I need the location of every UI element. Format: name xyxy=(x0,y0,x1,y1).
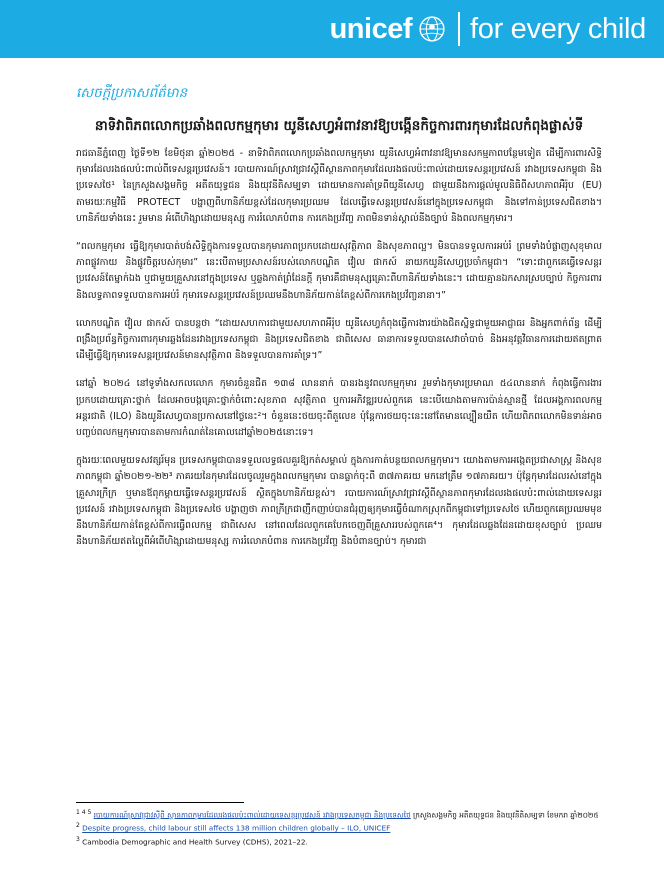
footnote-mark: 1 4 5 xyxy=(76,809,92,816)
tagline: for every child xyxy=(469,12,646,45)
header-divider xyxy=(458,12,460,46)
press-release-label: សេចក្ដីប្រកាសព័ត៌មាន xyxy=(76,85,188,101)
footnote-link[interactable]: Despite progress, child labour still affects 138 million children globally – ILO, UNICEF xyxy=(82,823,391,833)
footnote-mark: 2 xyxy=(76,822,80,830)
header-banner xyxy=(0,0,664,58)
footnotes xyxy=(76,802,602,847)
footnote-mark: 3 xyxy=(76,835,80,843)
paragraph: “ពលកម្មកុមារ ធ្វើឱ្យកុមារបាត់បង់សិទ្ធិក្នុងការទទួលបានកុមារភាពប្រកបដោយសុវត្ថិភាព និងសុខភាពល្អ។ មិនបានទទួលការអប់រំ ព្រមទាំងបំផ្លាញសុខុមាលភាពផ្លូវកាយ និងផ្លូវចិត្តរបស់កុមារ” នេះបើតាមប្រសាសន៍របស់លោកបណ្ឌិត វ៉ៀល ផាកស៍ នាយកយូនីសេហ្វប្រចាំកម្ពុជា។ “ទោះជាពួកគេធ្វើទេសន្តរប្រវេសន៍តែម្នាក់ឯង ឬជាមួយគ្រួសារនៅក្នុងប្រទេស ឬឆ្លងកាត់ព្រំដែនក្ដី កុមារគឺជាមនុស្សគ្រោះពីហានិភ័យទាំងនេះ។ ដោយគ្មានឯកសារស្របច្បាប់ កិច្ចការពារ និងលទ្ធភាពទទួលបានការអប់រំ កុមារទេសន្តរប្រវេសន៍ប្រឈមនឹងហានិភ័យកាន់តែខ្ពស់ពីការកេងប្រវ័ញ្ចនានា។” xyxy=(76,241,602,301)
document-title: នាទិវាពិភពលោកប្រឆាំងពលកម្មកុមារ យូនីសេហ្វអំពាវនាវឱ្យបង្កើនកិច្ចការពារកុមារដែលកំពុងផ្លាស់ទី xyxy=(94,118,584,134)
paragraph: រាជធានីភ្នំពេញ ថ្ងៃទី១២ ខែមិថុនា ឆ្នាំ២០២៥ - នាទិវាពិភពលោកប្រឆាំងពលកម្មកុមារ យូនីសេហ្វអំពាវនាវឱ្យមានសកម្មភាពបន្ថែមទៀត ដើម្បីការពារសិទ្ធិកុមារដែលរងផលប៉ះពាល់ពីទេសន្តរប្រវេសន៍។ របាយការណ៍ស្រាវជ្រាវស្ដីពីស្ថានភាពកុមារដែលរងផលប៉ះពាល់ដោយទេសន្តរប្រវេសន៍ រវាងប្រទេសកម្ពុជា និងប្រទេសថៃ¹ នៃក្រសួងសង្គមកិច្ច អតីតយុទ្ធជន និងយុវនីតិសម្បទា ដោយមានការគាំទ្រពីយូនីសេហ្វ ជាមួយនឹងការផ្ដល់មូលនិធិពីសហភាពអឺរ៉ុប (EU) តាមរយៈកម្មវិធី PROTECT បង្ហាញពីហានិភ័យខ្ពស់ដែលកុមារប្រឈម ដែលធ្វើទេសន្តរប្រវេសន៍នៅក្នុងប្រទេសកម្ពុជា និងទៅកាន់ប្រទេសជិតខាង។ ហានិភ័យទាំងនេះ រួមមាន អំពើហិង្សាដោយមនុស្ស ការរំលោភបំពាន ការកេងប្រវ័ញ្ច ភាពមិនទាន់ស្គាល់នីងច្បាប់ និងពលកម្មកុមារ។ xyxy=(76,148,602,224)
footnote xyxy=(76,807,602,820)
footnote xyxy=(76,820,602,833)
unicef-logo-text: unicef xyxy=(329,12,412,45)
footnote-divider xyxy=(76,802,244,803)
paragraph: នៅឆ្នាំ ២០២៤ នៅទូទាំងសកលលោក កុមារចំនួនជិត ១៣៨ លាននាក់ បានរងនូវពលកម្មកុមារ រួមទាំងកុមារប្រមាណ ៥៤លាននាក់ កំពុងធ្វើការងារប្រកបដោយគ្រោះថ្នាក់ ដែលអាចបង្កគ្រោះថ្នាក់ចំពោះសុខភាព សុវត្ថិភាព ឬការអភិវឌ្ឍរបស់ពួកគេ នេះបើយោងតាមការប៉ាន់ស្មានថ្មី ដែលអង្គការពលកម្មអន្តរជាតិ (ILO) និងយូនីសេហ្វបានប្រកាសនៅថ្ងៃនេះ²។ ចំនួននេះថយចុះពីតួលេខ ប៉ុន្តែការថយចុះនេះនៅតែមានល្បឿនយឺត ហើយពិភពលោកមិនទាន់អាចបញ្ចប់ពលកម្មកុមារបានតាមការកំណត់នៃគោលដៅឆ្នាំ២០២៥នោះទេ។ xyxy=(76,378,602,439)
document-body xyxy=(76,66,602,562)
unicef-globe-icon xyxy=(418,15,446,43)
footnote xyxy=(76,834,602,847)
paragraph: លោកបណ្ឌិត វ៉ៀល ផាកស៍ បានបន្តថា “ដោយសហការជាមួយសហភាពអឺរ៉ុប យូនីសេហ្វកំពុងធ្វើការងារយ៉ាងជិតស្និទ្ធជាមួយអាជ្ញាធរ និងអ្នកពាក់ព័ន្ធ ដើម្បីពង្រឹងប្រព័ន្ធកិច្ចការពារកុមារឆ្លងដែនរវាងប្រទេសកម្ពុជា និងប្រទេសជិតខាង ជាពិសេស ធានាការទទួលបានសេវាចាំបាច់ និងអនុវត្តវិធានការដោយឥតព្រាត ដើម្បីធ្វើឱ្យកុមារទេសន្តរប្រវេសន៍មានសុវត្ថិភាព និងទទួលបានការគាំទ្រ។” xyxy=(76,317,602,362)
footnote-link[interactable]: របាយការណ៍ស្រាវជ្រាវស្ដីពី ស្ថានភាពកុមារដែលរងផលប៉ះពាល់ដោយទេសន្តរប្រវេសន៍ រវាងប្រទេសកម្ពុជា និងប្រទេសថៃ xyxy=(93,810,411,820)
footnote-text: Cambodia Demographic and Health Survey (CDHS), 2021–22. xyxy=(82,837,308,847)
footnote-text: ក្រសួងសង្គមកិច្ច អតីតយុទ្ធជន និងយុវនីតិសម្បទា ខែមករា ឆ្នាំ២០២៥ xyxy=(410,810,599,820)
paragraph: ក្នុងរយៈពេលមួយទសវត្សរ៍មុន ប្រទេសកម្ពុជាបានទទួលលទ្ធផលគួរឱ្យកត់សម្គាល់ ក្នុងការកាត់បន្ថយពលកម្មកុមារ។ យោងតាមការអង្កេតប្រជាសាស្ត្រ និងសុខភាពកម្ពុជា ឆ្នាំ២០២១-២២³ ភាគរយនៃកុមារដែលចូលរួមក្នុងពលកម្មកុមារ បានធ្លាក់ចុះពី ៣៧ភាគរយ មកនៅត្រឹម ១៧ភាគរយ។ ប៉ុន្តែកុមារដែលរស់នៅក្នុងគ្រួសារក្រីក្រ ឬមានឪពុកម្ដាយធ្វើទេសន្តរប្រវេសន៍ ស្ថិតក្នុងហានិភ័យខ្ពស់។ របាយការណ៍ស្រាវជ្រាវស្ដីពីស្ថានភាពកុមារដែលរងផលប៉ះពាល់ដោយទេសន្តរប្រវេសន៍ រវាងប្រទេសកម្ពុជា និងប្រទេសថៃ បង្ហាញថា ភាពក្រីក្រជាញឹកញាប់បានជំរុញឲ្យកុមារធ្វើចំណាកស្រុកពីកម្ពុជាទៅប្រទេសថៃ ហើយពួកគេប្រឈមមុខនឹងហានិភ័យកាន់តែខ្ពស់ពីការធ្វើពលកម្ម ជាពិសេស នៅពេលដែលពួកគេបែកចេញពីគ្រួសាររបស់ពួកគេ⁴។ កុមារដែលឆ្លងដែនដោយខុសច្បាប់ ប្រឈមនឹងហានិភ័យឥតល្ហៃពីអំពើហិង្សាដោយមនុស្ស ការរំលោភបំពាន ការកេងប្រវ័ញ្ច និងបំពានច្បាប់។ កុមារជា xyxy=(76,455,602,548)
